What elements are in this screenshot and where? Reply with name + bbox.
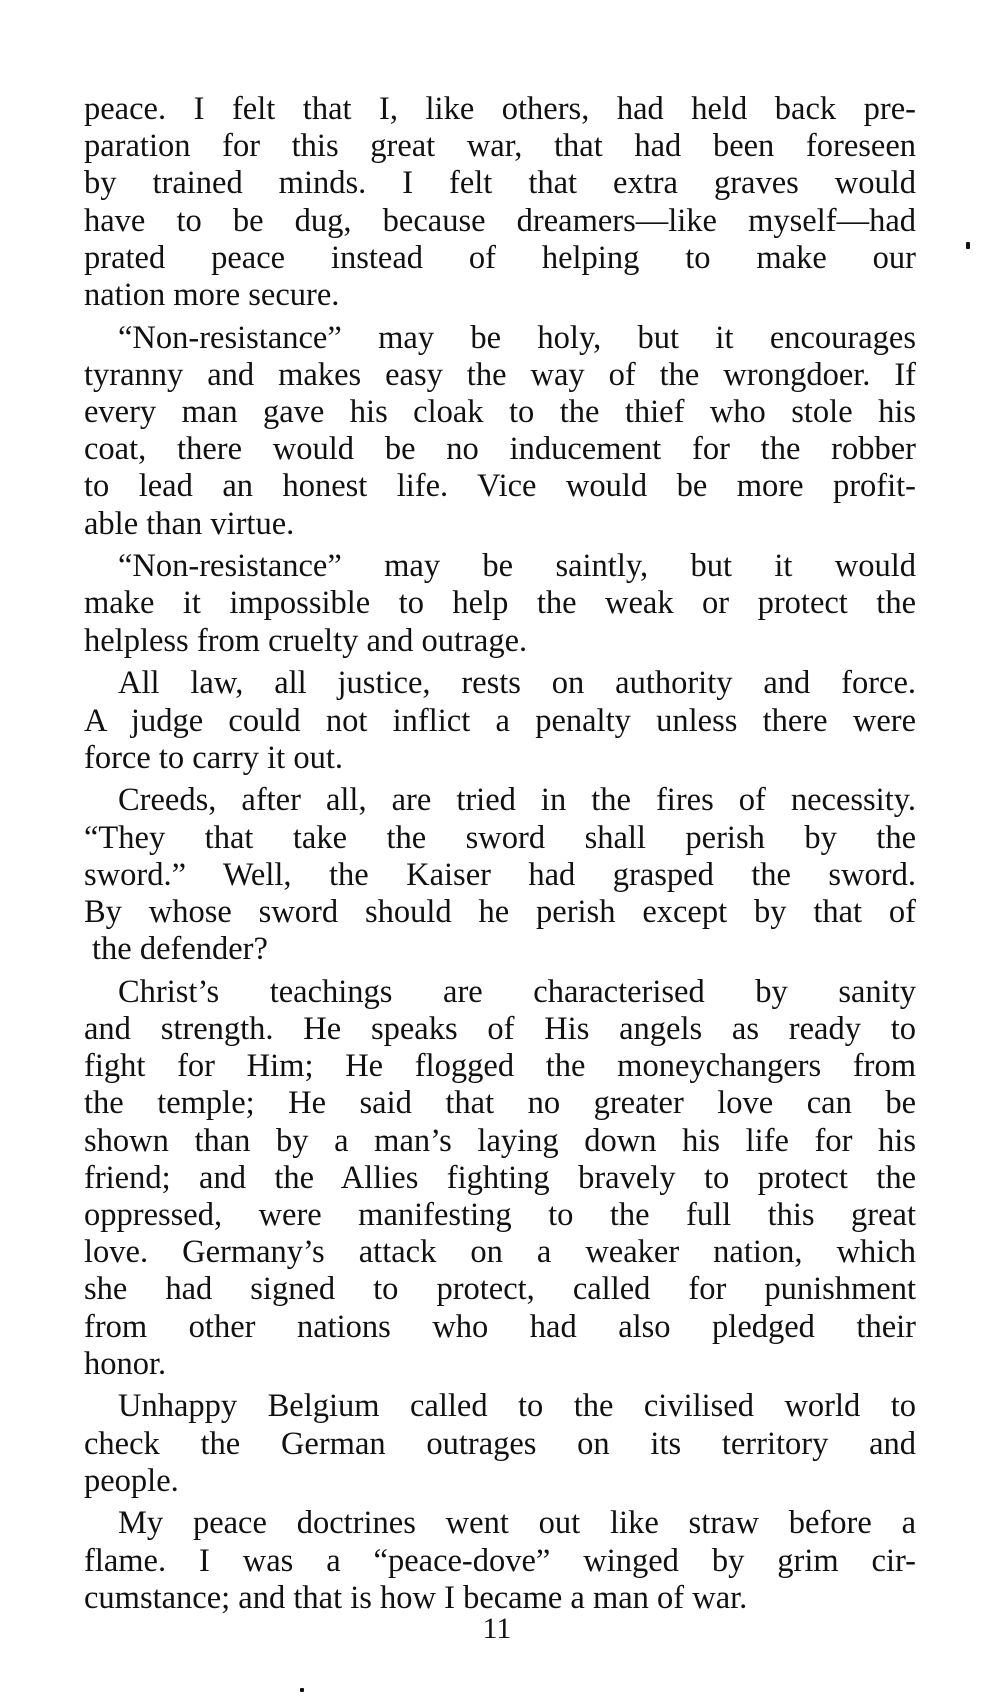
paragraph <box>84 548 916 660</box>
text-line: check the German outrages on its territory and <box>84 1425 916 1462</box>
text-line: by trained minds. I felt that extra graves would <box>84 165 916 202</box>
text-line: “They that take the sword shall perish by the <box>84 819 916 856</box>
paragraph <box>84 782 916 968</box>
text-line: love. Germany’s attack on a weaker nation, which <box>84 1234 916 1271</box>
text-line: tyranny and makes easy the way of the wrongdoer. If <box>84 356 916 393</box>
text-line: coat, there would be no inducement for the robber <box>84 431 916 468</box>
paragraph <box>84 320 916 543</box>
text-line: paration for this great war, that had been foreseen <box>84 128 916 165</box>
text-line: sword.” Well, the Kaiser had grasped the sword. <box>84 856 916 893</box>
text-line: helpless from cruelty and outrage. <box>84 622 528 659</box>
text-line: flame. I was a “peace-dove” winged by grim cir- <box>84 1542 916 1579</box>
text-line: Unhappy Belgium called to the civilised world to <box>118 1388 916 1425</box>
text-line: to lead an honest life. Vice would be more profit- <box>84 468 916 505</box>
text-line: from other nations who had also pledged their <box>84 1308 916 1345</box>
text-line: All law, all justice, rests on authority and force. <box>118 665 916 702</box>
text-line: every man gave his cloak to the thief who stole his <box>84 394 916 430</box>
text-line: shown than by a man’s laying down his life for his <box>84 1122 916 1159</box>
text-line: cumstance; and that is how I became a man of war. <box>84 1579 748 1616</box>
text-line: prated peace instead of helping to make our <box>84 239 916 276</box>
scan-speck <box>300 1688 304 1692</box>
text-line: “Non-resistance” may be holy, but it encourages <box>118 319 916 356</box>
text-line: and strength. He speaks of His angels as ready to <box>84 1011 916 1047</box>
text-line: force to carry it out. <box>84 739 343 776</box>
paragraph <box>84 91 916 314</box>
body-text <box>84 91 916 1623</box>
scan-speck <box>966 242 970 249</box>
text-line: friend; and the Allies fighting bravely to protect the <box>84 1159 916 1196</box>
paragraph <box>84 665 916 777</box>
text-line: “Non-resistance” may be saintly, but it would <box>118 548 916 585</box>
text-line: nation more secure. <box>84 276 340 313</box>
text-line: people. <box>84 1462 179 1499</box>
text-line: honor. <box>84 1345 167 1382</box>
text-line: she had signed to protect, called for punishment <box>84 1271 916 1308</box>
text-line: By whose sword should he perish except by that of <box>84 893 916 930</box>
text-line: Creeds, after all, are tried in the fires of necessity. <box>118 782 916 819</box>
text-line: make it impossible to help the weak or protect the <box>84 585 916 622</box>
text-line: have to be dug, because dreamers—like myself—had <box>84 202 916 239</box>
text-line: peace. I felt that I, like others, had held back pre- <box>84 91 916 127</box>
text-line: oppressed, were manifesting to the full this great <box>84 1196 916 1233</box>
paragraph <box>84 974 916 1383</box>
text-line: the temple; He said that no greater love can be <box>84 1085 916 1122</box>
paragraph <box>84 1505 916 1617</box>
text-line: Christ’s teachings are characterised by sanity <box>118 973 916 1010</box>
text-line: A judge could not inflict a penalty unless there were <box>84 702 916 739</box>
text-line: My peace doctrines went out like straw before a <box>118 1505 916 1542</box>
page-number: 11 <box>482 1612 512 1645</box>
text-line: able than virtue. <box>84 505 295 542</box>
text-line: fight for Him; He flogged the moneychangers from <box>84 1048 916 1085</box>
paragraph <box>84 1388 916 1500</box>
text-line: the defender? <box>92 931 268 968</box>
